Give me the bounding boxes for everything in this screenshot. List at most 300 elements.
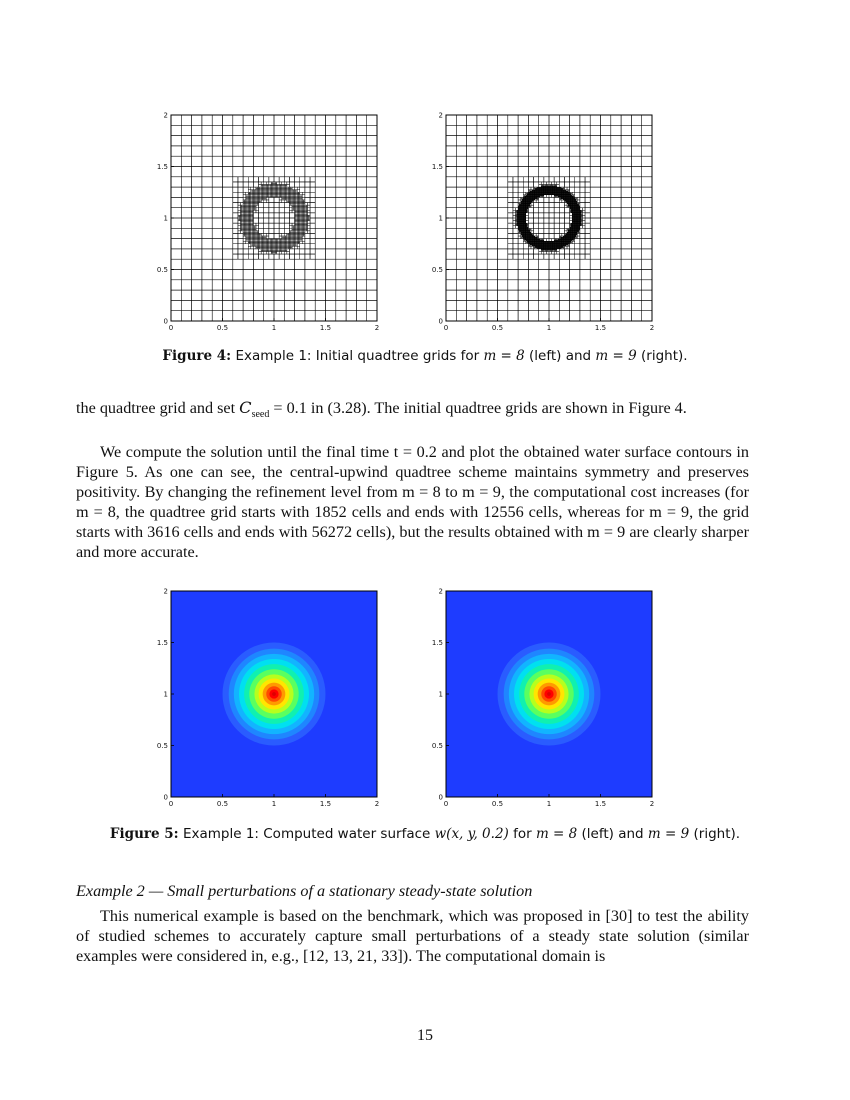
grid-cell xyxy=(456,311,466,321)
grid-cell xyxy=(273,244,274,245)
grid-cell xyxy=(264,290,274,300)
grid-cell xyxy=(293,204,294,205)
grid-cell xyxy=(269,233,274,238)
grid-cell xyxy=(243,244,248,249)
grid-cell xyxy=(273,195,274,196)
grid-cell xyxy=(273,249,274,250)
grid-cell xyxy=(477,187,487,197)
grid-cell xyxy=(283,199,284,200)
grid-cell xyxy=(241,231,244,234)
grid-cell xyxy=(202,197,212,207)
grid-cell xyxy=(288,188,289,189)
grid-cell xyxy=(274,187,275,188)
grid-cell xyxy=(295,146,305,156)
grid-cell xyxy=(248,235,249,236)
grid-cell xyxy=(487,167,497,177)
grid-cell xyxy=(244,231,245,232)
grid-cell xyxy=(528,167,538,177)
grid-cell xyxy=(286,186,287,187)
grid-cell xyxy=(305,244,310,249)
grid-cell xyxy=(171,239,181,249)
grid-cell xyxy=(446,249,456,259)
grid-cell xyxy=(292,232,293,233)
grid-cell xyxy=(356,197,366,207)
grid-cell xyxy=(289,196,290,197)
grid-cell xyxy=(280,244,281,245)
grid-cell xyxy=(467,290,477,300)
grid-cell xyxy=(275,242,276,243)
grid-cell xyxy=(271,190,272,191)
grid-cell xyxy=(295,177,300,182)
grid-cell xyxy=(242,219,243,220)
grid-cell xyxy=(295,224,296,225)
grid-cell xyxy=(244,209,245,210)
grid-cell xyxy=(248,197,249,198)
grid-cell xyxy=(531,187,534,190)
grid-cell xyxy=(181,177,191,187)
grid-cell xyxy=(336,290,346,300)
grid-cell xyxy=(315,156,325,166)
grid-cell xyxy=(541,250,542,251)
grid-cell xyxy=(252,192,253,193)
grid-cell xyxy=(539,136,549,146)
grid-cell xyxy=(270,192,271,193)
grid-cell xyxy=(255,199,256,200)
grid-cell xyxy=(282,197,283,198)
grid-cell xyxy=(306,205,307,206)
grid-cell xyxy=(315,115,325,125)
grid-cell xyxy=(304,224,305,225)
grid-cell xyxy=(301,204,302,205)
grid-cell xyxy=(239,217,240,218)
grid-cell xyxy=(283,239,284,240)
grid-cell xyxy=(262,249,263,250)
grid-cell xyxy=(307,219,308,220)
grid-cell xyxy=(446,259,456,269)
grid-cell xyxy=(304,222,305,223)
grid-cell xyxy=(487,208,497,218)
grid-cell xyxy=(487,146,497,156)
grid-cell xyxy=(289,226,292,229)
grid-cell xyxy=(298,226,299,227)
grid-cell xyxy=(265,199,266,200)
grid-cell xyxy=(298,203,299,204)
grid-cell xyxy=(251,232,252,233)
grid-cell xyxy=(356,167,366,177)
grid-cell xyxy=(305,192,310,197)
grid-cell xyxy=(467,125,477,135)
grid-cell xyxy=(304,206,305,207)
grid-cell xyxy=(508,156,518,166)
grid-cell xyxy=(202,136,212,146)
grid-cell xyxy=(257,236,258,237)
grid-cell xyxy=(477,218,487,228)
grid-cell xyxy=(297,215,298,216)
grid-cell xyxy=(293,242,294,243)
grid-cell xyxy=(233,197,238,202)
grid-cell xyxy=(277,242,278,243)
grid-cell xyxy=(269,192,270,193)
grid-cell xyxy=(277,187,278,188)
grid-cell xyxy=(284,188,285,189)
grid-cell xyxy=(301,208,302,209)
grid-cell xyxy=(247,233,248,234)
grid-cell xyxy=(300,177,305,182)
grid-cell xyxy=(248,218,249,219)
grid-cell xyxy=(298,239,299,240)
grid-cell xyxy=(256,233,257,234)
grid-cell xyxy=(539,208,544,213)
grid-cell xyxy=(295,254,300,259)
grid-cell xyxy=(305,182,310,187)
grid-cell xyxy=(248,199,249,200)
grid-cell xyxy=(295,237,296,238)
grid-cell xyxy=(554,177,559,182)
grid-cell xyxy=(253,205,254,206)
grid-cell xyxy=(291,237,292,238)
grid-cell xyxy=(288,240,289,241)
grid-cell xyxy=(253,167,263,177)
grid-cell xyxy=(508,136,518,146)
grid-cell xyxy=(467,146,477,156)
grid-cell xyxy=(539,125,549,135)
grid-cell xyxy=(305,205,306,206)
grid-cell xyxy=(247,240,248,241)
grid-cell xyxy=(295,190,296,191)
grid-cell xyxy=(292,200,293,201)
grid-cell xyxy=(248,237,249,238)
grid-cell xyxy=(302,200,303,201)
grid-cell xyxy=(266,248,267,249)
grid-cell xyxy=(554,223,559,228)
x-tick-label: 1 xyxy=(271,324,277,332)
grid-cell xyxy=(255,235,256,236)
grid-cell xyxy=(297,239,298,240)
grid-cell xyxy=(223,167,233,177)
grid-cell xyxy=(259,236,260,237)
grid-cell xyxy=(251,230,252,231)
grid-cell xyxy=(292,197,293,198)
grid-cell xyxy=(295,246,298,249)
grid-cell xyxy=(253,146,263,156)
grid-cell xyxy=(243,222,244,223)
grid-cell xyxy=(233,218,238,223)
grid-cell xyxy=(242,223,243,224)
grid-cell xyxy=(305,213,306,214)
grid-cell xyxy=(266,240,267,241)
grid-cell xyxy=(315,208,325,218)
grid-cell xyxy=(192,311,202,321)
grid-cell xyxy=(260,196,261,197)
grid-cell xyxy=(518,311,528,321)
grid-cell xyxy=(287,242,288,243)
grid-cell xyxy=(367,290,377,300)
grid-cell xyxy=(535,236,536,237)
grid-cell xyxy=(298,222,299,223)
grid-cell xyxy=(302,203,303,204)
grid-cell xyxy=(271,191,272,192)
grid-cell xyxy=(305,177,310,182)
grid-cell xyxy=(274,233,279,238)
grid-cell xyxy=(295,182,300,187)
grid-cell xyxy=(513,249,518,254)
grid-cell xyxy=(243,187,248,192)
grid-cell xyxy=(279,203,284,208)
grid-cell xyxy=(253,270,263,280)
grid-cell xyxy=(259,246,260,247)
grid-cell xyxy=(246,209,247,210)
grid-cell xyxy=(297,214,298,215)
grid-cell xyxy=(549,125,559,135)
grid-cell xyxy=(259,177,264,182)
grid-cell xyxy=(326,218,336,228)
grid-cell xyxy=(238,208,241,211)
grid-cell xyxy=(301,214,302,215)
grid-cell xyxy=(477,125,487,135)
grid-cell xyxy=(252,210,253,211)
grid-cell xyxy=(266,194,267,195)
grid-cell xyxy=(192,167,202,177)
grid-cell xyxy=(302,236,305,239)
grid-cell xyxy=(487,125,497,135)
grid-cell xyxy=(243,210,244,211)
grid-cell xyxy=(244,208,245,209)
grid-cell xyxy=(273,187,274,188)
grid-cell xyxy=(264,186,265,187)
grid-cell xyxy=(243,311,253,321)
grid-cell xyxy=(292,236,293,237)
grid-cell xyxy=(274,208,279,213)
grid-cell xyxy=(223,249,233,259)
grid-cell xyxy=(250,195,251,196)
grid-cell xyxy=(244,206,245,207)
grid-cell xyxy=(554,218,559,223)
grid-cell xyxy=(233,239,238,244)
grid-cell xyxy=(289,239,290,240)
grid-cell xyxy=(261,188,262,189)
grid-cell xyxy=(300,240,301,241)
grid-cell xyxy=(302,223,303,224)
grid-cell xyxy=(305,209,306,210)
grid-cell xyxy=(284,200,287,203)
grid-cell xyxy=(282,250,283,251)
grid-cell xyxy=(261,187,262,188)
grid-cell xyxy=(262,236,263,237)
grid-cell xyxy=(243,125,253,135)
grid-cell xyxy=(280,195,281,196)
grid-cell xyxy=(284,242,285,243)
grid-cell xyxy=(467,311,477,321)
grid-cell xyxy=(523,244,528,249)
grid-cell xyxy=(202,280,212,290)
grid-cell xyxy=(539,249,542,252)
grid-cell xyxy=(255,241,256,242)
grid-cell xyxy=(269,191,270,192)
grid-cell xyxy=(282,246,283,247)
grid-cell xyxy=(253,197,254,198)
grid-cell xyxy=(238,244,243,249)
grid-cell xyxy=(269,203,274,208)
grid-cell xyxy=(247,203,248,204)
grid-cell xyxy=(264,244,265,245)
grid-cell xyxy=(326,156,336,166)
grid-cell xyxy=(250,231,251,232)
grid-cell xyxy=(212,156,222,166)
grid-cell xyxy=(244,224,245,225)
grid-cell xyxy=(270,248,271,249)
grid-cell xyxy=(264,197,265,198)
grid-cell xyxy=(212,167,222,177)
grid-cell xyxy=(280,192,281,193)
grid-cell xyxy=(498,167,508,177)
grid-cell xyxy=(247,222,248,223)
grid-cell xyxy=(262,190,263,191)
grid-cell xyxy=(264,270,274,280)
grid-cell xyxy=(252,227,253,228)
grid-cell xyxy=(283,191,284,192)
grid-cell xyxy=(262,246,263,247)
grid-cell xyxy=(250,226,251,227)
grid-cell xyxy=(286,241,287,242)
grid-cell xyxy=(252,242,253,243)
grid-cell xyxy=(300,232,301,233)
grid-cell xyxy=(270,244,271,245)
grid-cell xyxy=(302,222,303,223)
grid-cell xyxy=(275,248,276,249)
grid-cell xyxy=(289,188,290,189)
grid-cell xyxy=(171,187,181,197)
grid-cell xyxy=(233,290,243,300)
grid-cell xyxy=(291,203,292,204)
grid-cell xyxy=(253,203,254,204)
grid-cell xyxy=(253,241,254,242)
grid-cell xyxy=(171,125,181,135)
grid-cell xyxy=(336,259,346,269)
grid-cell xyxy=(280,250,281,251)
grid-cell xyxy=(286,236,287,237)
grid-cell xyxy=(310,228,315,233)
grid-cell xyxy=(286,185,287,186)
grid-cell xyxy=(246,223,247,224)
grid-cell xyxy=(253,236,254,237)
grid-cell xyxy=(549,300,559,310)
grid-cell xyxy=(250,197,251,198)
grid-cell xyxy=(243,226,244,227)
grid-cell xyxy=(278,245,279,246)
grid-cell xyxy=(264,218,269,223)
grid-cell xyxy=(279,188,280,189)
grid-cell xyxy=(297,232,298,233)
grid-cell xyxy=(242,208,243,209)
grid-cell xyxy=(171,208,181,218)
grid-cell xyxy=(202,228,212,238)
grid-cell xyxy=(487,218,497,228)
grid-cell xyxy=(310,197,315,202)
grid-cell xyxy=(534,177,539,182)
grid-cell xyxy=(257,197,258,198)
grid-cell xyxy=(223,197,233,207)
grid-cell xyxy=(456,300,466,310)
grid-cell xyxy=(292,223,295,226)
grid-cell xyxy=(247,215,248,216)
grid-cell xyxy=(356,300,366,310)
grid-cell xyxy=(269,240,270,241)
grid-cell xyxy=(287,241,288,242)
grid-cell xyxy=(255,233,256,234)
grid-cell xyxy=(277,249,278,250)
grid-cell xyxy=(296,237,297,238)
grid-cell xyxy=(250,212,251,213)
grid-cell xyxy=(305,290,315,300)
grid-cell xyxy=(292,190,293,191)
grid-cell xyxy=(278,187,279,188)
grid-cell xyxy=(310,203,315,208)
grid-cell xyxy=(283,248,284,249)
grid-cell xyxy=(275,250,276,251)
grid-cell xyxy=(336,125,346,135)
grid-cell xyxy=(283,197,284,198)
grid-cell xyxy=(549,195,552,198)
grid-cell xyxy=(277,188,278,189)
grid-cell xyxy=(300,230,301,231)
grid-cell xyxy=(269,208,274,213)
grid-cell xyxy=(297,196,298,197)
grid-cell xyxy=(264,196,265,197)
grid-cell xyxy=(260,244,261,245)
grid-cell xyxy=(297,206,298,207)
grid-cell xyxy=(233,182,238,187)
grid-cell xyxy=(513,192,518,197)
grid-cell xyxy=(264,241,265,242)
grid-cell xyxy=(253,290,263,300)
grid-cell xyxy=(552,239,555,242)
grid-cell xyxy=(275,183,276,184)
grid-cell xyxy=(310,182,315,187)
grid-cell xyxy=(269,213,274,218)
grid-cell xyxy=(293,191,294,192)
grid-cell xyxy=(239,219,240,220)
grid-cell xyxy=(247,219,248,220)
grid-cell xyxy=(477,280,487,290)
grid-cell xyxy=(284,248,285,249)
grid-cell xyxy=(300,214,301,215)
grid-cell xyxy=(300,235,301,236)
grid-cell xyxy=(301,237,302,238)
grid-cell xyxy=(530,190,531,191)
grid-cell xyxy=(300,200,301,201)
grid-cell xyxy=(268,191,269,192)
grid-cell xyxy=(539,197,544,202)
grid-cell xyxy=(306,221,307,222)
grid-cell xyxy=(456,187,466,197)
grid-cell xyxy=(300,228,301,229)
grid-cell xyxy=(255,236,256,237)
grid-cell xyxy=(253,237,254,238)
grid-cell xyxy=(301,233,302,234)
grid-cell xyxy=(274,185,275,186)
grid-cell xyxy=(508,233,513,238)
grid-cell xyxy=(260,194,261,195)
grid-cell xyxy=(244,235,245,236)
grid-cell xyxy=(242,224,243,225)
grid-cell xyxy=(541,182,544,185)
grid-cell xyxy=(243,300,253,310)
grid-cell xyxy=(248,195,249,196)
grid-cell xyxy=(559,300,569,310)
grid-cell xyxy=(283,186,284,187)
grid-cell xyxy=(181,239,191,249)
grid-cell xyxy=(255,208,256,209)
